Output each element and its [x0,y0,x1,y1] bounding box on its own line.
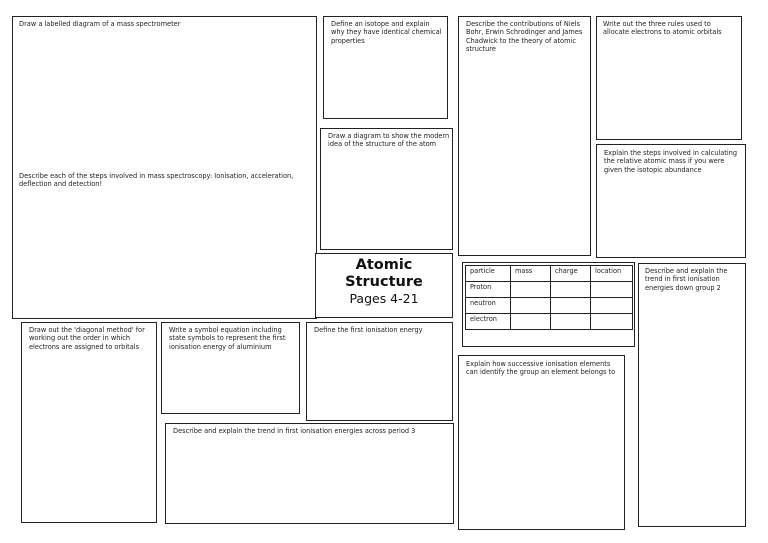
atom-structure-box [320,128,453,250]
diagonal-method-prompt: Draw out the 'diagonal method' for working out the order in which electrons are assigned to orbitals [29,326,145,351]
contributions-box [458,16,591,256]
table-cell [591,282,633,298]
table-row [466,282,633,298]
diagonal-method-box [21,322,157,523]
table-cell: Proton [466,282,511,298]
period3-trend-prompt: Describe and explain the trend in first ionisation energies across period 3 [173,427,416,435]
atom-structure-prompt: Draw a diagram to show the modern idea of the structure of the atom [328,132,450,149]
page-title-line1: Atomic [355,257,413,273]
table-header: charge [551,266,591,282]
relative-mass-prompt: Explain the steps involved in calculating the relative atomic mass if you were given the isotopic abundance [604,149,738,174]
first-ionisation-prompt: Define the first ionisation energy [314,326,423,334]
symbol-equation-prompt: Write a symbol equation including state symbols to represent the first ionisation energy of aluminium [169,326,286,351]
table-cell [511,282,551,298]
table-cell: electron [466,314,511,330]
successive-ionisation-box [458,355,625,530]
symbol-equation-box [161,322,300,414]
isotope-box [323,16,448,119]
period3-trend-box [165,423,454,524]
mass-spectroscopy-steps-prompt: Describe each of the steps involved in mass spectroscopy: Ionisation, acceleration, deflection and detection! [19,172,294,189]
page-title-line2: Structure [345,274,423,290]
table-cell [591,314,633,330]
first-ionisation-box [306,322,453,421]
table-header: mass [511,266,551,282]
table-row [466,314,633,330]
successive-ionisation-prompt: Explain how successive ionisation elements can identify the group an element belongs to [466,360,616,377]
contributions-prompt: Describe the contributions of Niels Bohr, Erwin Schrodinger and James Chadwick to the theory of atomic structure [466,20,583,54]
table-cell [551,314,591,330]
table-cell: neutron [466,298,511,314]
electron-rules-box [596,16,742,140]
table-cell [551,282,591,298]
particle-table [465,265,633,330]
table-cell [511,314,551,330]
particle-table-header-row [466,266,633,282]
table-header: location [591,266,633,282]
relative-mass-box [596,144,746,258]
title-box [315,253,453,318]
table-row [466,298,633,314]
table-cell [551,298,591,314]
mass-spectrometer-box [12,16,317,319]
table-cell [591,298,633,314]
group2-trend-box [638,263,746,527]
table-header: particle [466,266,511,282]
mass-spectrometer-diagram-prompt: Draw a labelled diagram of a mass spectrometer [19,20,181,28]
isotope-prompt: Define an isotope and explain why they have identical chemical properties [331,20,442,45]
page-range: Pages 4-21 [349,291,419,306]
group2-trend-prompt: Describe and explain the trend in first ionisation energies down group 2 [645,267,728,292]
electron-rules-prompt: Write out the three rules used to allocate electrons to atomic orbitals [603,20,722,37]
table-cell [511,298,551,314]
